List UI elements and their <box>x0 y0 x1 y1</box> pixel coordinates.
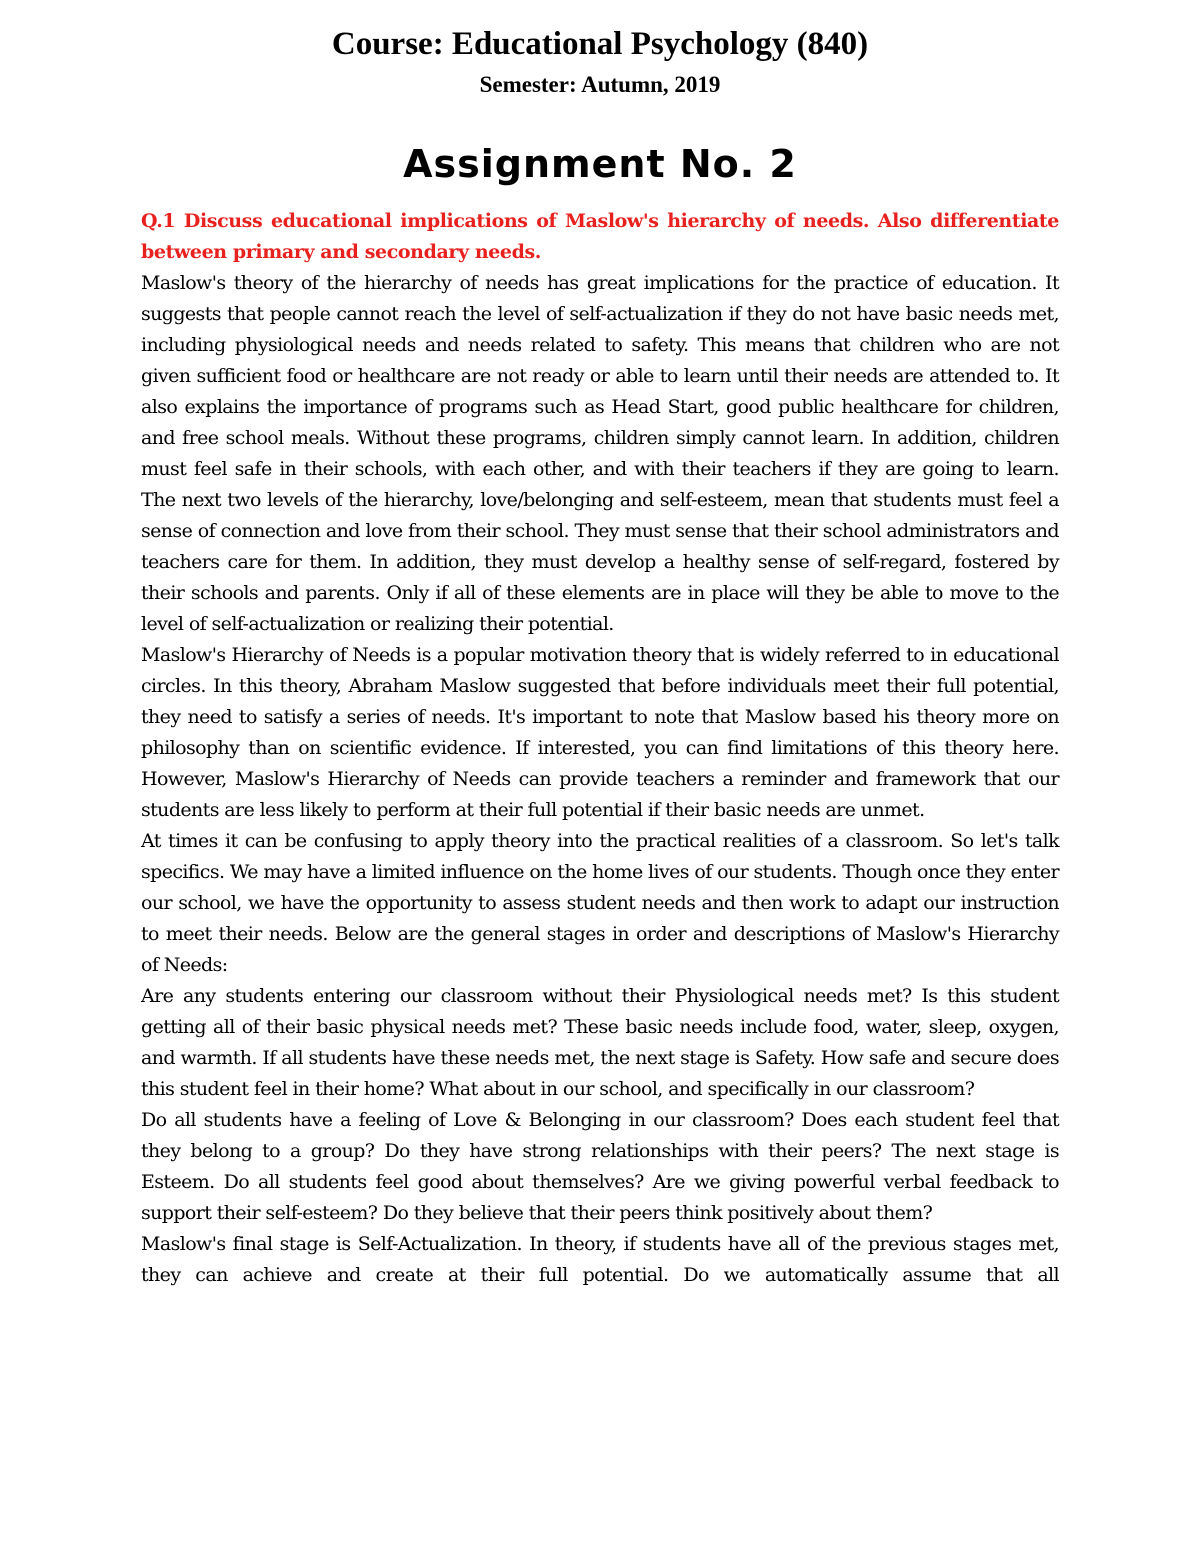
paragraph-love-esteem: Do all students have a feeling of Love & Belonging in our classroom? Does each student feel that they belong to a group? Do they have strong relationships with their peers? The next stage is Esteem. Do all students feel good about themselves? Are we giving powerful verbal feedback to support their self-esteem? Do they believe that their peers think positively about them? <box>141 1109 1059 1224</box>
paragraph-motivation-theory: Maslow's Hierarchy of Needs is a popular motivation theory that is widely referred to in educational circles. In this theory, Abraham Maslow suggested that before individuals meet their full potential, they need to satisfy a series of needs. It's important to note that Maslow based his theory more on philosophy than on scientific evidence. If interested, you can find limitations of this theory here. However, Maslow's Hierarchy of Needs can provide teachers a reminder and framework that our students are less likely to perform at their full potential if their basic needs are unmet. <box>141 644 1059 821</box>
paragraph-classroom-specifics: At times it can be confusing to apply theory into the practical realities of a classroom. So let's talk specifics. We may have a limited influence on the home lives of our students. Though once they enter our school, we have the opportunity to assess student needs and then work to adapt our instruction to meet their needs. Below are the general stages in order and descriptions of Maslow's Hierarchy of Needs: <box>141 830 1059 976</box>
paragraph-self-actualization: Maslow's final stage is Self-Actualization. In theory, if students have all of the previous stages met, they can achieve and create at their full potential. Do we automatically assume that all <box>141 1233 1059 1286</box>
document-body <box>141 206 1059 1291</box>
assignment-title: Assignment No. 2 <box>403 142 797 186</box>
paragraph-physiological-safety: Are any students entering our classroom without their Physiological needs met? Is this student getting all of their basic physical needs met? These basic needs include food, water, sleep, oxygen, and warmth. If all students have these needs met, the next stage is Safety. How safe and secure does this student feel in their home? What about in our school, and specifically in our classroom? <box>141 985 1059 1100</box>
course-title: Course: Educational Psychology (840) <box>331 26 869 62</box>
semester-heading: Semester: Autumn, 2019 <box>479 72 721 97</box>
question-heading: Q.1 Discuss educational implications of Maslow's hierarchy of needs. Also differentiate between primary and secondary needs. <box>141 210 1059 263</box>
paragraph-maslow-implications: Maslow's theory of the hierarchy of needs has great implications for the practice of education. It suggests that people cannot reach the level of self-actualization if they do not have basic needs met, including physiological needs and needs related to safety. This means that children who are not given sufficient food or healthcare are not ready or able to learn until their needs are attended to. It also explains the importance of programs such as Head Start, good public healthcare for children, and free school meals. Without these programs, children simply cannot learn. In addition, children must feel safe in their schools, with each other, and with their teachers if they are going to learn. The next two levels of the hierarchy, love/belonging and self-esteem, mean that students must feel a sense of connection and love from their school. They must sense that their school administrators and teachers care for them. In addition, they must develop a healthy sense of self-regard, fostered by their schools and parents. Only if all of these elements are in place will they be able to move to the level of self-actualization or realizing their potential. <box>141 272 1059 635</box>
